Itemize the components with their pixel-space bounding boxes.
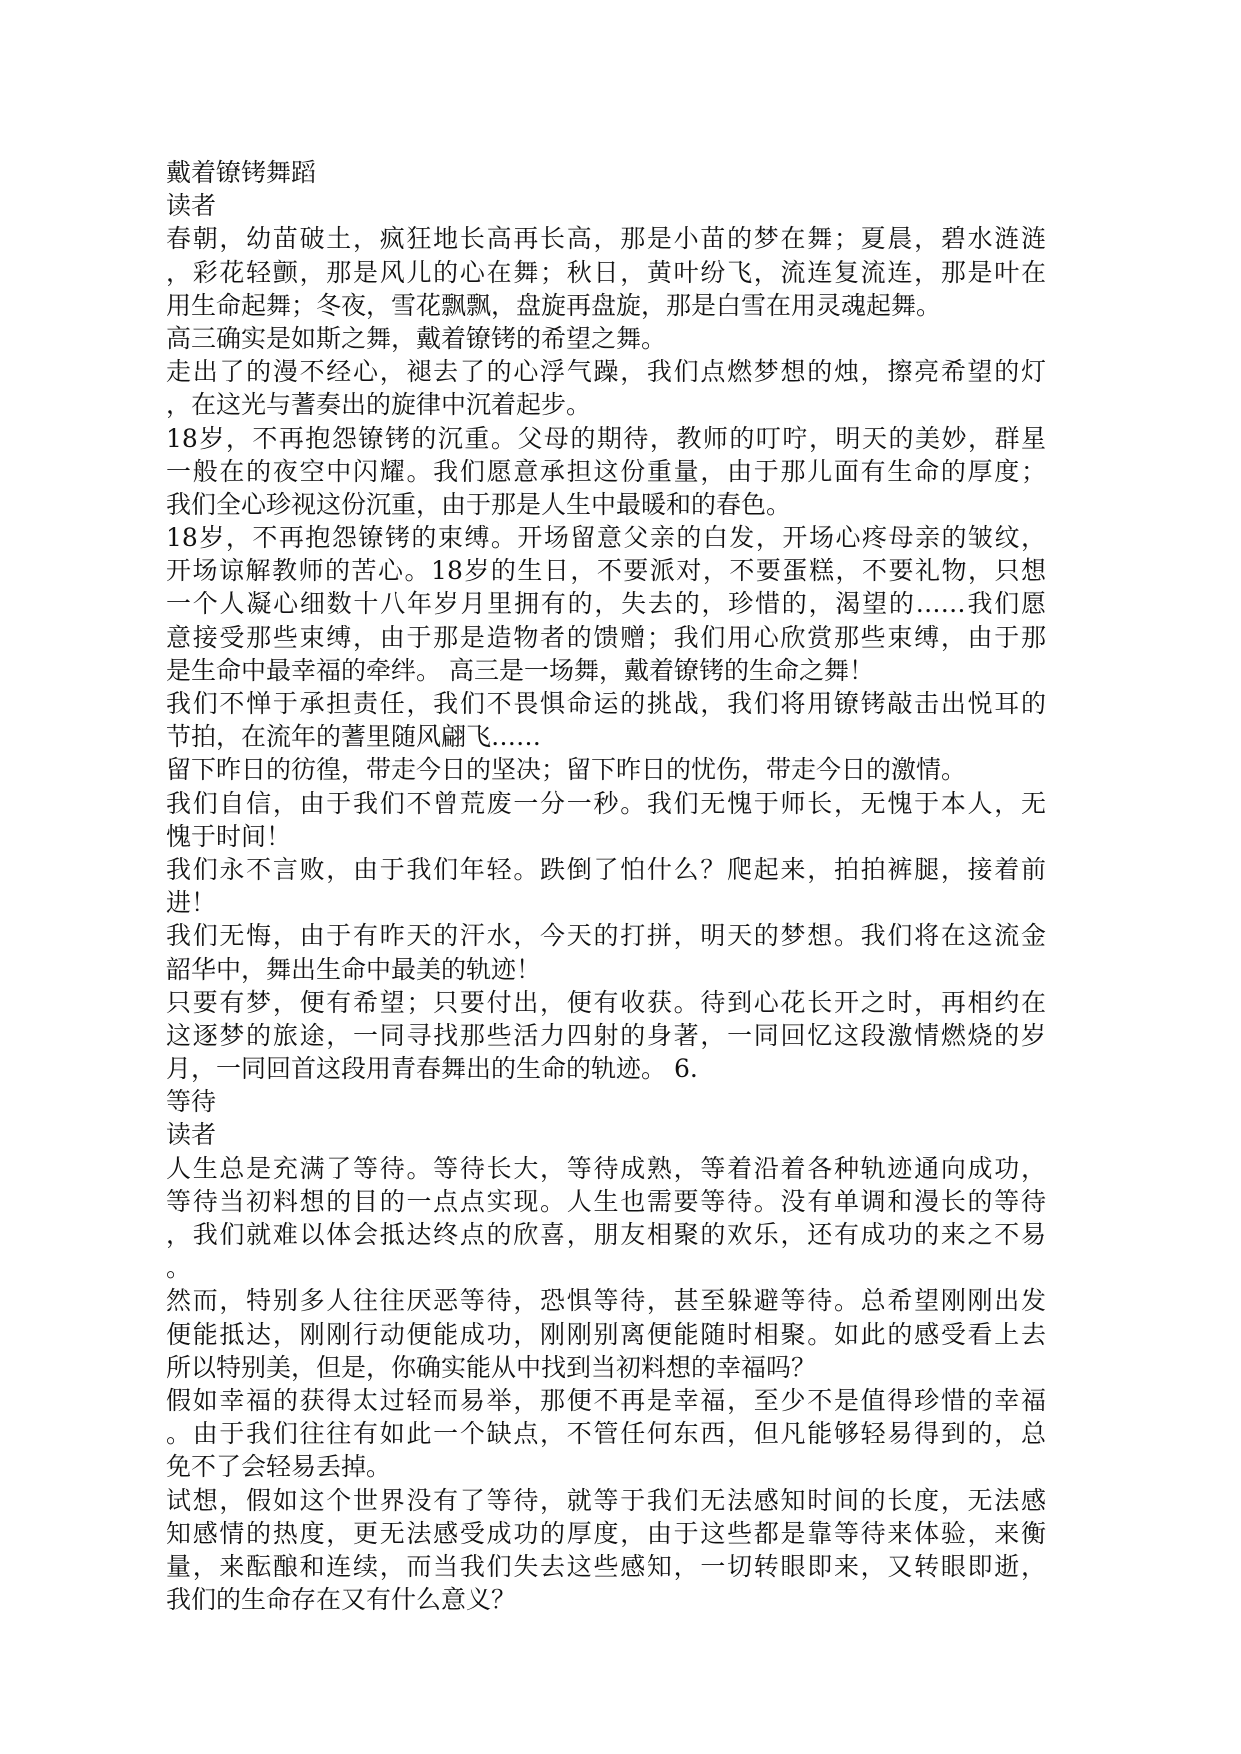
text-line: 春朝，幼苗破土，疯狂地长高再长高，那是小苗的梦在舞；夏晨，碧水涟涟 [166, 224, 1046, 254]
text-line: 18岁，不再抱怨镣铐的沉重。父母的期待，教师的叮咛，明天的美妙，群星 [166, 423, 1046, 453]
text-line: 读者 [166, 191, 217, 221]
text-line: 这逐梦的旅途，一同寻找那些活力四射的身著，一同回忆这段激情燃烧的岁 [166, 1020, 1046, 1050]
text-line: 用生命起舞；冬夜，雪花飘飘，盘旋再盘旋，那是白雪在用灵魂起舞。 [166, 290, 942, 320]
text-line: 。由于我们往往有如此一个缺点，不管任何东西，但凡能够轻易得到的，总 [166, 1419, 1046, 1449]
text-line: 戴着镣铐舞蹈 [166, 158, 317, 187]
text-line: 愧于时间！ [166, 821, 292, 851]
text-line: 等待 [166, 1087, 217, 1117]
text-line: 知感情的热度，更无法感受成功的厚度，由于这些都是靠等待来体验，来衡 [166, 1518, 1046, 1548]
text-line: 。 [166, 1253, 192, 1283]
text-line: 然而，特别多人往往厌恶等待，恐惧等待，甚至躲避等待。总希望刚刚出发 [166, 1286, 1046, 1316]
text-line: 一个人凝心细数十八年岁月里拥有的，失去的，珍惜的，渴望的……我们愿 [166, 589, 1046, 619]
text-line: 进！ [166, 888, 217, 918]
text-line: 所以特别美，但是，你确实能从中找到当初料想的幸福吗？ [166, 1352, 817, 1382]
text-line: 意接受那些束缚，由于那是造物者的馈赠；我们用心欣赏那些束缚，由于那 [166, 622, 1046, 652]
text-line: ，彩花轻颤，那是风儿的心在舞；秋日，黄叶纷飞，流连复流连，那是叶在 [166, 257, 1046, 287]
text-line: 开场谅解教师的苦心。18岁的生日，不要派对，不要蛋糕，不要礼物，只想 [166, 556, 1046, 586]
text-line: 我们永不言败，由于我们年轻。跌倒了怕什么？爬起来，拍拍裤腿，接着前 [166, 854, 1046, 884]
text-line: 只要有梦，便有希望；只要付出，便有收获。待到心花长开之时，再相约在 [166, 987, 1046, 1017]
text-line: 试想，假如这个世界没有了等待，就等于我们无法感知时间的长度，无法感 [166, 1485, 1046, 1515]
text-line: 我们不惮于承担责任，我们不畏惧命运的挑战，我们将用镣铐敲击出悦耳的 [166, 689, 1046, 718]
text-line: 免不了会轻易丢掉。 [166, 1452, 392, 1482]
text-line: ，我们就难以体会抵达终点的欣喜，朋友相聚的欢乐，还有成功的来之不易 [166, 1220, 1046, 1249]
text-line: 一般在的夜空中闪耀。我们愿意承担这份重量，由于那儿面有生命的厚度； [166, 456, 1046, 486]
text-line: 假如幸福的获得太过轻而易举，那便不再是幸福，至少不是值得珍惜的幸福 [166, 1385, 1046, 1415]
text-line: 18岁，不再抱怨镣铐的束缚。开场留意父亲的白发，开场心疼母亲的皱纹， [166, 523, 1046, 553]
text-line: 读者 [166, 1120, 217, 1150]
text-line: 量，来酝酿和连续，而当我们失去这些感知，一切转眼即来，又转眼即逝， [166, 1551, 1046, 1581]
text-line: 我们全心珍视这份沉重，由于那是人生中最暖和的春色。 [166, 489, 792, 519]
text-line: 我们无悔，由于有昨天的汗水，今天的打拼，明天的梦想。我们将在这流金 [166, 921, 1046, 951]
text-line: 韶华中，舞出生命中最美的轨迹！ [166, 954, 542, 984]
text-line: 我们自信，由于我们不曾荒废一分一秒。我们无愧于师长，无愧于本人，无 [166, 788, 1046, 818]
text-line: 人生总是充满了等待。等待长大，等待成熟，等着沿着各种轨迹通向成功， [166, 1153, 1046, 1183]
text-line: 月，一同回首这段用青春舞出的生命的轨迹。 6. [166, 1054, 698, 1084]
text-line: 节拍，在流年的蓍里随风翩飞…… [166, 722, 542, 752]
text-line: 我们的生命存在又有什么意义？ [166, 1585, 517, 1615]
text-line: 等待当初料想的目的一点点实现。人生也需要等待。没有单调和漫长的等待 [166, 1186, 1046, 1216]
text-line: 留下昨日的彷徨，带走今日的坚决；留下昨日的忧伤，带走今日的激情。 [166, 755, 967, 785]
text-line: 走出了的漫不经心，褪去了的心浮气躁，我们点燃梦想的烛，擦亮希望的灯 [166, 357, 1046, 387]
text-line: 高三确实是如斯之舞，戴着镣铐的希望之舞。 [166, 323, 667, 353]
text-line: ，在这光与蓍奏出的旋律中沉着起步。 [166, 390, 592, 420]
text-line: 便能抵达，刚刚行动便能成功，刚刚别离便能随时相聚。如此的感受看上去 [166, 1319, 1046, 1349]
text-line: 是生命中最幸福的牵绊。 高三是一场舞，戴着镣铐的生命之舞！ [166, 655, 874, 685]
document-body [166, 156, 1046, 1616]
